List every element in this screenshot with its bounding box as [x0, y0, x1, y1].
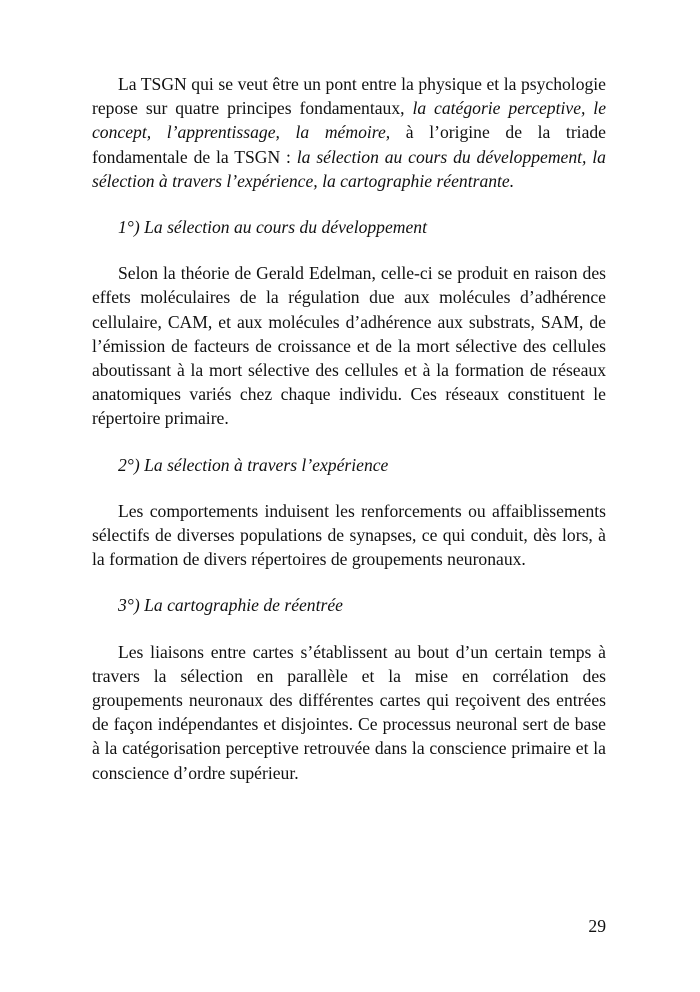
intro-triad: la sélection au cours du développement, la sélection à travers l’expérience, la cartographie réentrante. — [92, 146, 606, 191]
intro-paragraph — [92, 72, 606, 193]
section-paragraph-1: Selon la théorie de Gerald Edelman, celle-ci se produit en raison des effets moléculaires de la régulation due aux molécules d’adhérence cellulaire, CAM, et aux molécules d’adhérence aux substrats, SAM, de l’émission de facteurs de croissance et de la mort sélective des cellules aboutissant à la mort sélective des cellules et à la formation de réseaux anatomiques variés chez chaque individu. Ces réseaux constituent le répertoire primaire. — [92, 263, 606, 429]
section-heading-1: 1°) La sélection au cours du développement — [118, 217, 427, 238]
page-number: 29 — [588, 916, 606, 936]
intro-text-middle: à l’origine de la triade fondamentale de la TSGN : — [92, 122, 606, 167]
section-heading-3: 3°) La cartographie de réentrée — [118, 595, 343, 616]
section-paragraph-3: Les liaisons entre cartes s’établissent au bout d’un certain temps à travers la sélection en parallèle et la mise en corrélation des groupements neuronaux des différentes cartes qui reçoivent des entrées de façon indépendantes et disjointes. Ce processus neuronal sert de base à la catégorisation perceptive retrouvée dans la conscience primaire et la conscience d’ordre supérieur. — [92, 641, 606, 783]
intro-principles: la catégorie perceptive, le concept, l’apprentissage, la mémoire, — [92, 98, 607, 143]
section-paragraph-2: Les comportements induisent les renforcements ou affaiblissements sélectifs de diverses populations de synapses, ce qui conduit, dès lors, à la formation de divers répertoires de groupements neuronaux. — [92, 500, 606, 570]
section-heading-2: 2°) La sélection à travers l’expérience — [118, 454, 389, 475]
intro-text-start: La TSGN qui se veut être un pont entre la physique et la psychologie repose sur quatre principes fondamentaux, — [92, 74, 606, 119]
page-body — [92, 72, 606, 785]
